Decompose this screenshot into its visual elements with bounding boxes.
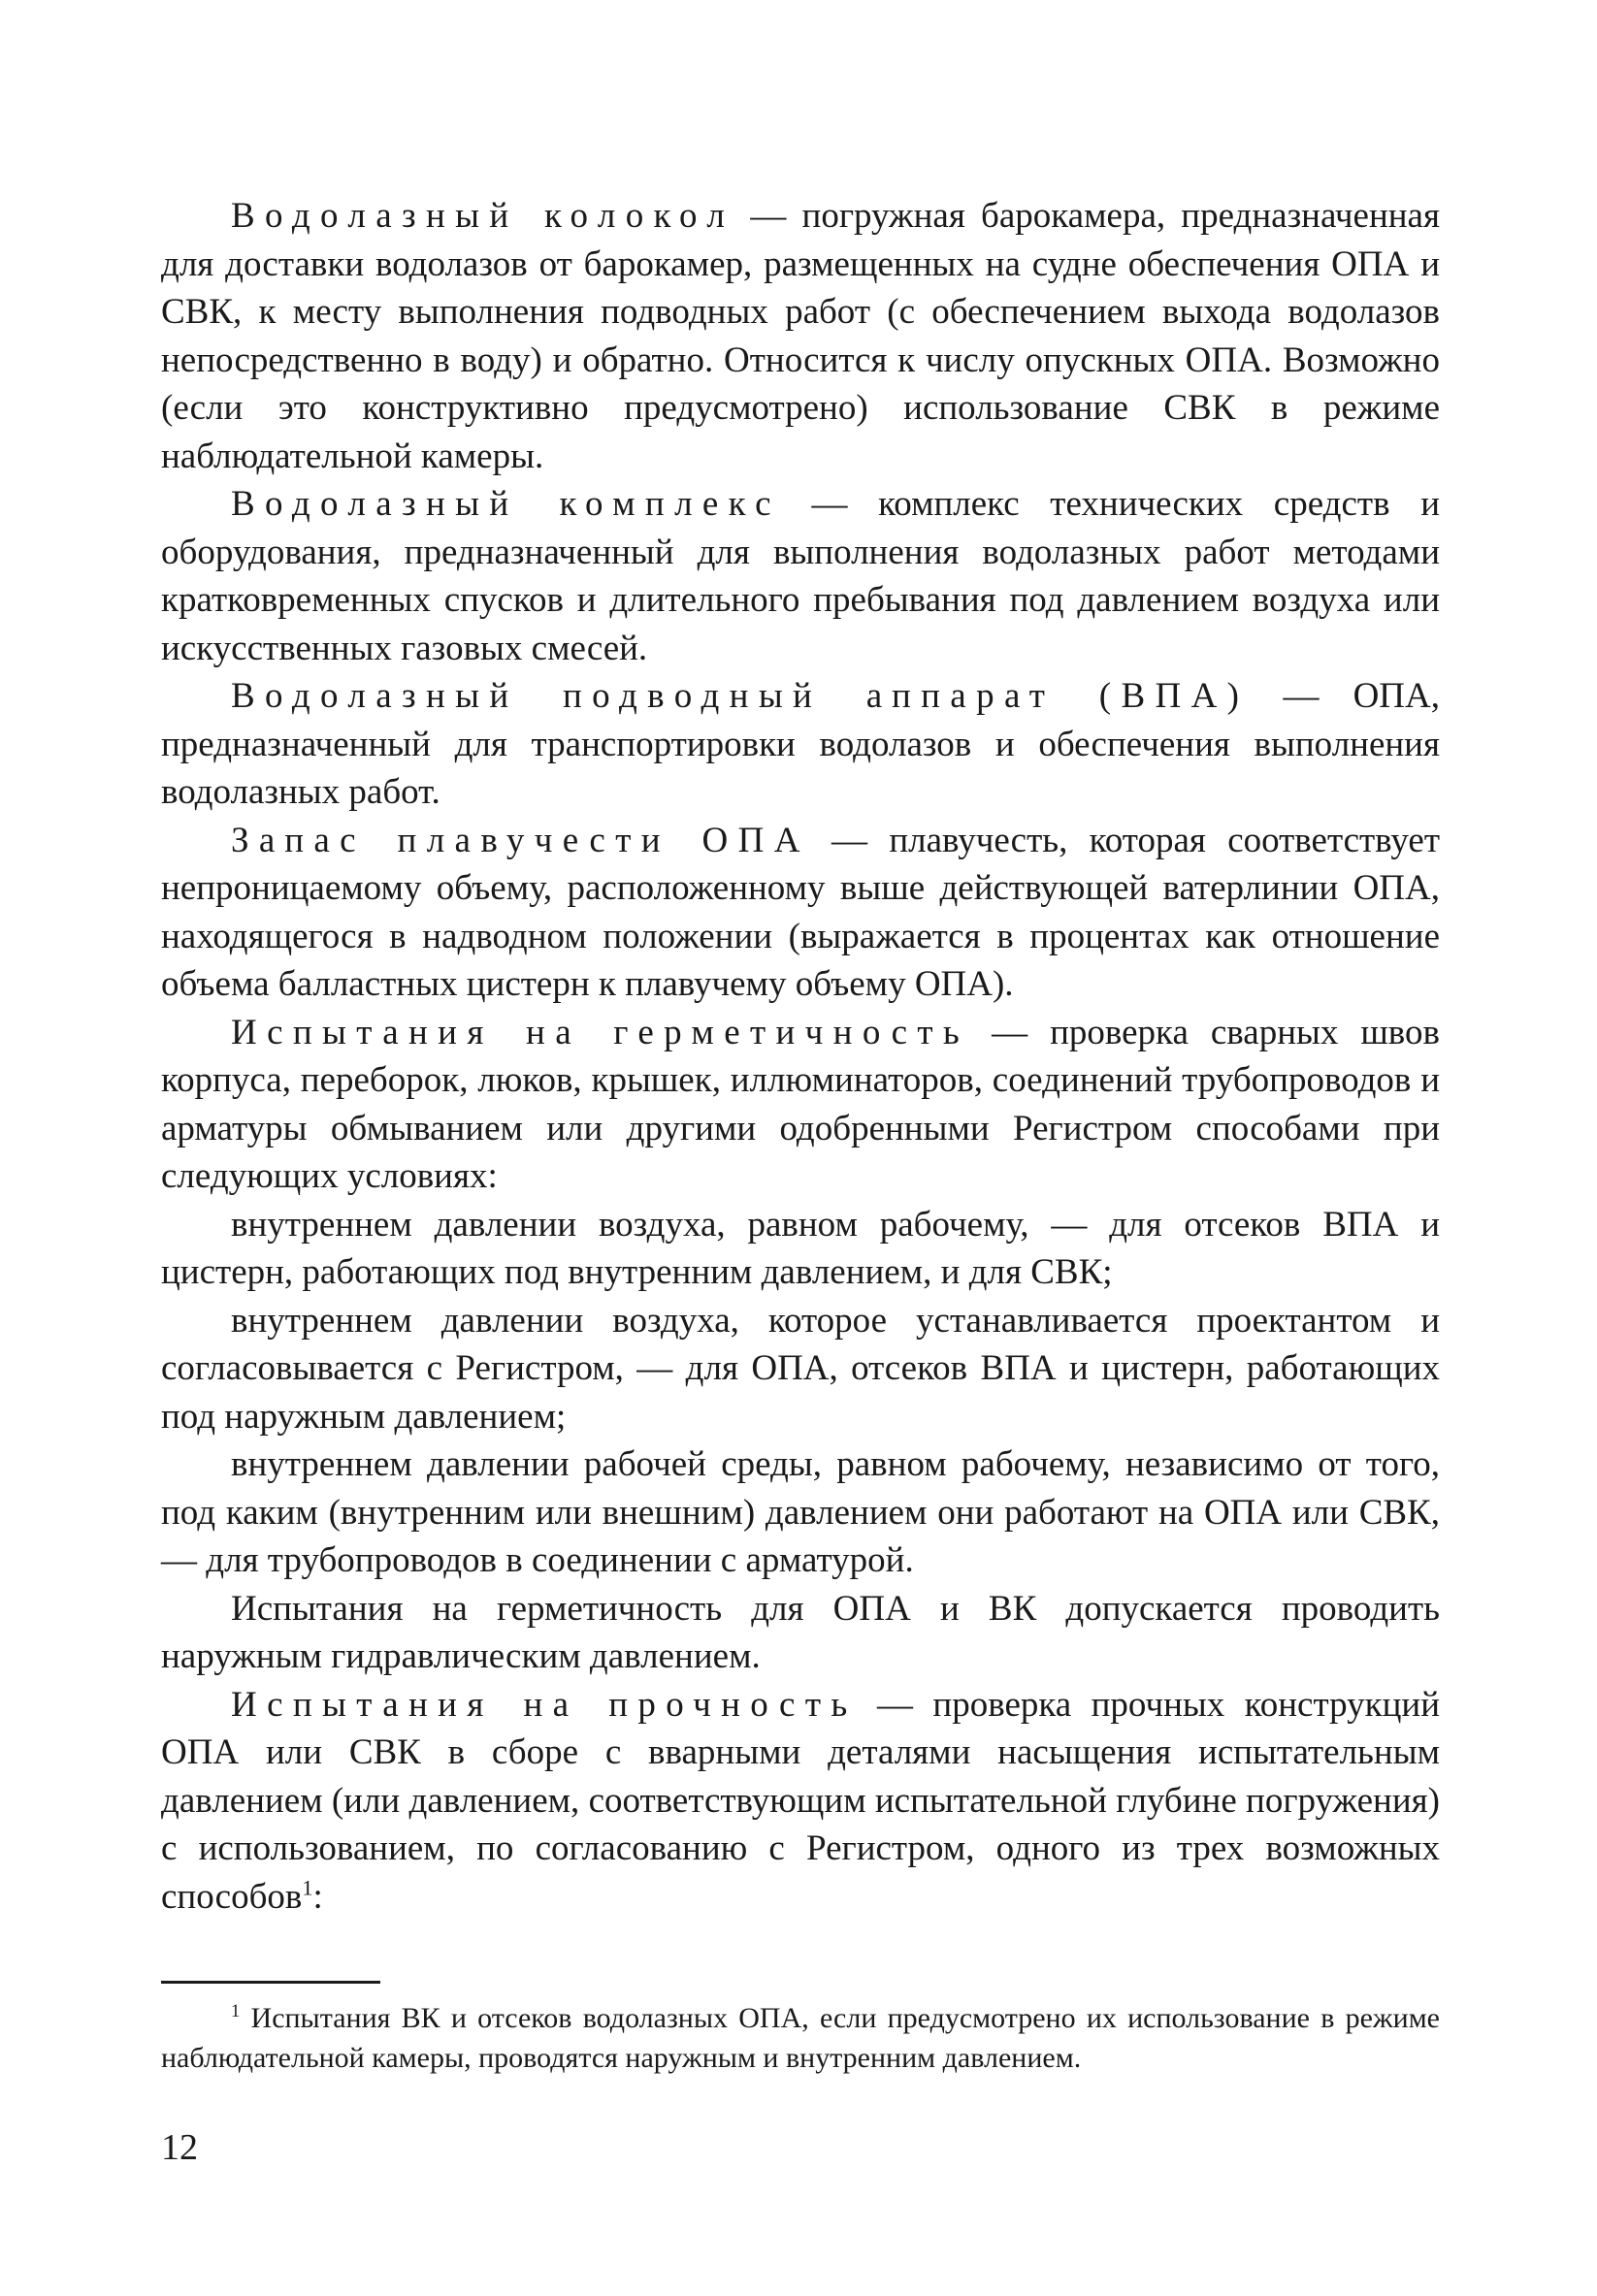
term-reserve-buoyancy: Запас плавучести ОПА [231,820,810,860]
paragraph-diving-vehicle [161,672,1440,817]
paragraph-condition-3 [161,1440,1440,1585]
paragraph-diving-complex [161,480,1440,672]
definition-text: — проверка сварных швов корпуса, переборок, люков, крышек, иллюминаторов, соединений трубопроводов и арматуры обмыванием или другими одобренными Регистром способами при следующих условиях: [161,1012,1440,1196]
page-body [161,192,1440,1921]
condition-text: внутреннем давлении рабочей среды, равном рабочему, независимо от того, под каким (внутренним или внешним) давлением они работают на ОПА или СВК, — для трубопроводов в соединении с арматурой. [161,1444,1440,1580]
condition-text: внутреннем давлении воздуха, которое устанавливается проектантом и согласовывается с Регистром, — для ОПА, отсеков ВПА и цистерн, работающих под наружным давлением; [161,1300,1440,1437]
term-tightness-tests: Испытания на герметичность [231,1012,970,1052]
paragraph-reserve-buoyancy [161,817,1440,1009]
paragraph-tightness-note [161,1585,1440,1681]
footnote [161,1998,1440,2078]
paragraph-condition-2 [161,1297,1440,1441]
paragraph-strength-tests [161,1681,1440,1922]
definition-text: — погружная барокамера, предназначенная для доставки водолазов от барокамер, размещенных на судне обеспечения ОПА и СВК, к месту выполнения подводных работ (с обеспечением выхода водолазов непосредственно в воду) и обратно. Относится к числу опускных ОПА. Возможно (если это конструктивно предусмотрено) использование СВК в режиме наблюдательной камеры. [161,196,1440,476]
paragraph-condition-1 [161,1201,1440,1297]
paragraph-tightness-tests [161,1009,1440,1201]
footnote-text: Испытания ВК и отсеков водолазных ОПА, если предусмотрено их использование в режиме наблюдательной камеры, проводятся наружным и внутренним давлением. [161,2002,1440,2074]
page-number: 12 [161,2127,198,2168]
term-strength-tests: Испытания на прочность [231,1684,858,1725]
definition-text: — комплекс технических средств и оборудования, предназначенный для выполнения водолазных работ методами кратковременных спусков и длительного пребывания под давлением воздуха или искусственных газовых смесей. [161,484,1440,668]
footnote-divider [161,1981,380,1984]
footnote-mark: 1 [231,2001,241,2021]
definition-text: — проверка прочных конструкций ОПА или СВК в сборе с вварными деталями насыщения испытательным давлением (или давлением, соответствующим испытательной глубине погружения) с использованием, по согласованию с Регистром, одного из трех возможных способов [161,1684,1440,1917]
definition-text: — ОПА, предназначенный для транспортировки водолазов и обеспечения выполнения водолазных работ. [161,676,1440,812]
note-text: Испытания на герметичность для ОПА и ВК допускается проводить наружным гидравлическим давлением. [161,1588,1440,1676]
definition-tail: : [312,1876,323,1917]
footnote-reference[interactable]: 1 [302,1875,313,1900]
paragraph-diving-bell [161,192,1440,480]
term-diving-vehicle: Водолазный подводный аппарат (ВПА) [231,676,1250,716]
term-diving-complex: Водолазный комплекс [231,484,781,524]
condition-text: внутреннем давлении воздуха, равном рабочему, — для отсеков ВПА и цистерн, работающих под внутренним давлением, и для СВК; [161,1204,1440,1292]
term-diving-bell: Водолазный колокол [231,196,735,236]
definition-text: — плавучесть, которая соответствует непроницаемому объему, расположенному выше действующей ватерлинии ОПА, находящегося в надводном положении (выражается в процентах как отношение объема балластных цистерн к плавучему объему ОПА). [161,820,1440,1004]
